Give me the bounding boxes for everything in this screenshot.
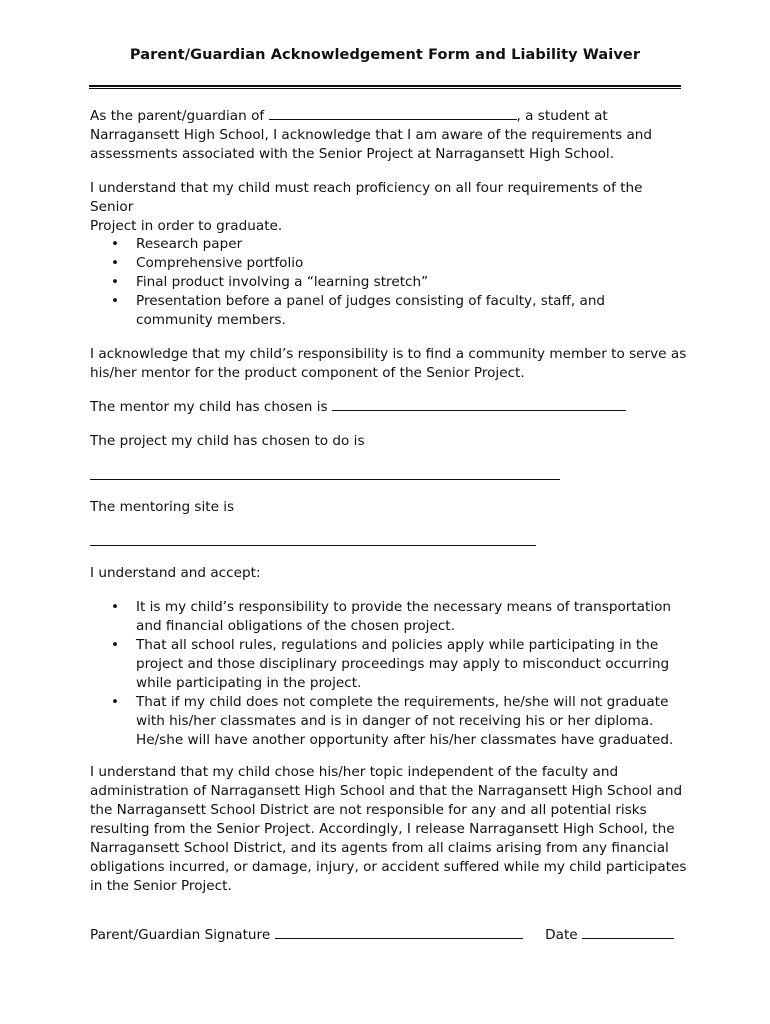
bullet-icon: •: [111, 694, 120, 710]
signature-field[interactable]: [275, 937, 523, 939]
list-item: [90, 235, 690, 254]
requirement-text: Research paper: [136, 236, 243, 252]
accept-list: [90, 598, 690, 750]
mentor-label: The mentor my child has chosen is: [90, 399, 328, 415]
bullet-icon: •: [111, 255, 120, 271]
date-field[interactable]: [582, 937, 674, 939]
release-line: the Narragansett School District are not responsible for any and all potential risks: [90, 802, 647, 818]
requirement-text: Presentation before a panel of judges consisting of faculty, staff, and: [136, 293, 606, 309]
accept-text: while participating in the project.: [136, 675, 362, 691]
bullet-icon: •: [111, 236, 120, 252]
intro-line-2: Narragansett High School, I acknowledge that I am aware of the requirements and: [90, 127, 653, 143]
list-item: [90, 254, 690, 273]
title-divider: [89, 85, 681, 89]
requirement-text: Comprehensive portfolio: [136, 255, 304, 271]
bullet-icon: •: [111, 274, 120, 290]
mentor-line-2: his/her mentor for the product component of the Senior Project.: [90, 365, 525, 381]
mentor-name-field[interactable]: [332, 409, 626, 411]
release-paragraph: [90, 763, 690, 896]
list-item: [90, 598, 690, 636]
list-item: [90, 273, 690, 292]
project-label: The project my child has chosen to do is: [90, 433, 365, 449]
accept-text: with his/her classmates and is in danger of not receiving his or her diploma.: [136, 713, 654, 729]
release-line: obligations incurred, or damage, injury, or accident suffered while my child participates: [90, 859, 687, 875]
project-field[interactable]: [90, 479, 560, 480]
intro-lead: As the parent/guardian of: [90, 108, 265, 124]
accept-text: That all school rules, regulations and policies apply while participating in the: [136, 637, 659, 653]
list-item: [90, 636, 690, 693]
release-line: resulting from the Senior Project. Accordingly, I release Narragansett High School, the: [90, 821, 675, 837]
accept-text: It is my child’s responsibility to provide the necessary means of transportation: [136, 599, 672, 615]
signature-label: Parent/Guardian Signature: [90, 927, 271, 943]
intro-paragraph: [90, 107, 690, 164]
accept-text: and financial obligations of the chosen project.: [136, 618, 455, 634]
requirement-text: Final product involving a “learning stretch”: [136, 274, 429, 290]
mentor-line-1: I acknowledge that my child’s responsibility is to find a community member to serve as: [90, 346, 687, 362]
mentor-row: [90, 398, 690, 417]
site-label: The mentoring site is: [90, 499, 235, 515]
release-line: Narragansett School District, and its agents from all claims arising from any financial: [90, 840, 669, 856]
bullet-icon: •: [111, 293, 120, 309]
requirement-text-cont: community members.: [136, 312, 286, 328]
accept-text: project and those disciplinary proceedings may apply to misconduct occurring: [136, 656, 670, 672]
list-item: [90, 292, 690, 330]
list-item: [90, 693, 690, 750]
student-name-field[interactable]: [269, 118, 517, 120]
accept-label: I understand and accept:: [90, 565, 261, 581]
release-line: I understand that my child chose his/her topic independent of the faculty and: [90, 764, 619, 780]
accept-text: He/she will have another opportunity after his/her classmates have graduated.: [136, 732, 674, 748]
proficiency-paragraph: [90, 179, 690, 236]
bullet-icon: •: [111, 637, 120, 653]
mentor-paragraph: [90, 345, 690, 383]
release-line: administration of Narragansett High School and that the Narragansett High School and: [90, 783, 683, 799]
proficiency-line-1: I understand that my child must reach proficiency on all four requirements of the Senior: [90, 180, 643, 215]
intro-tail: , a student at: [516, 108, 608, 124]
intro-line-3: assessments associated with the Senior Project at Narragansett High School.: [90, 146, 615, 162]
accept-text: That if my child does not complete the requirements, he/she will not graduate: [136, 694, 669, 710]
form-title: Parent/Guardian Acknowledgement Form and Liability Waiver: [129, 47, 641, 63]
site-field[interactable]: [90, 545, 536, 546]
date-label: Date: [545, 927, 578, 943]
requirements-list: [90, 235, 690, 330]
signature-row: [90, 926, 690, 945]
proficiency-line-2: Project in order to graduate.: [90, 218, 283, 234]
release-line: in the Senior Project.: [90, 878, 232, 894]
bullet-icon: •: [111, 599, 120, 615]
